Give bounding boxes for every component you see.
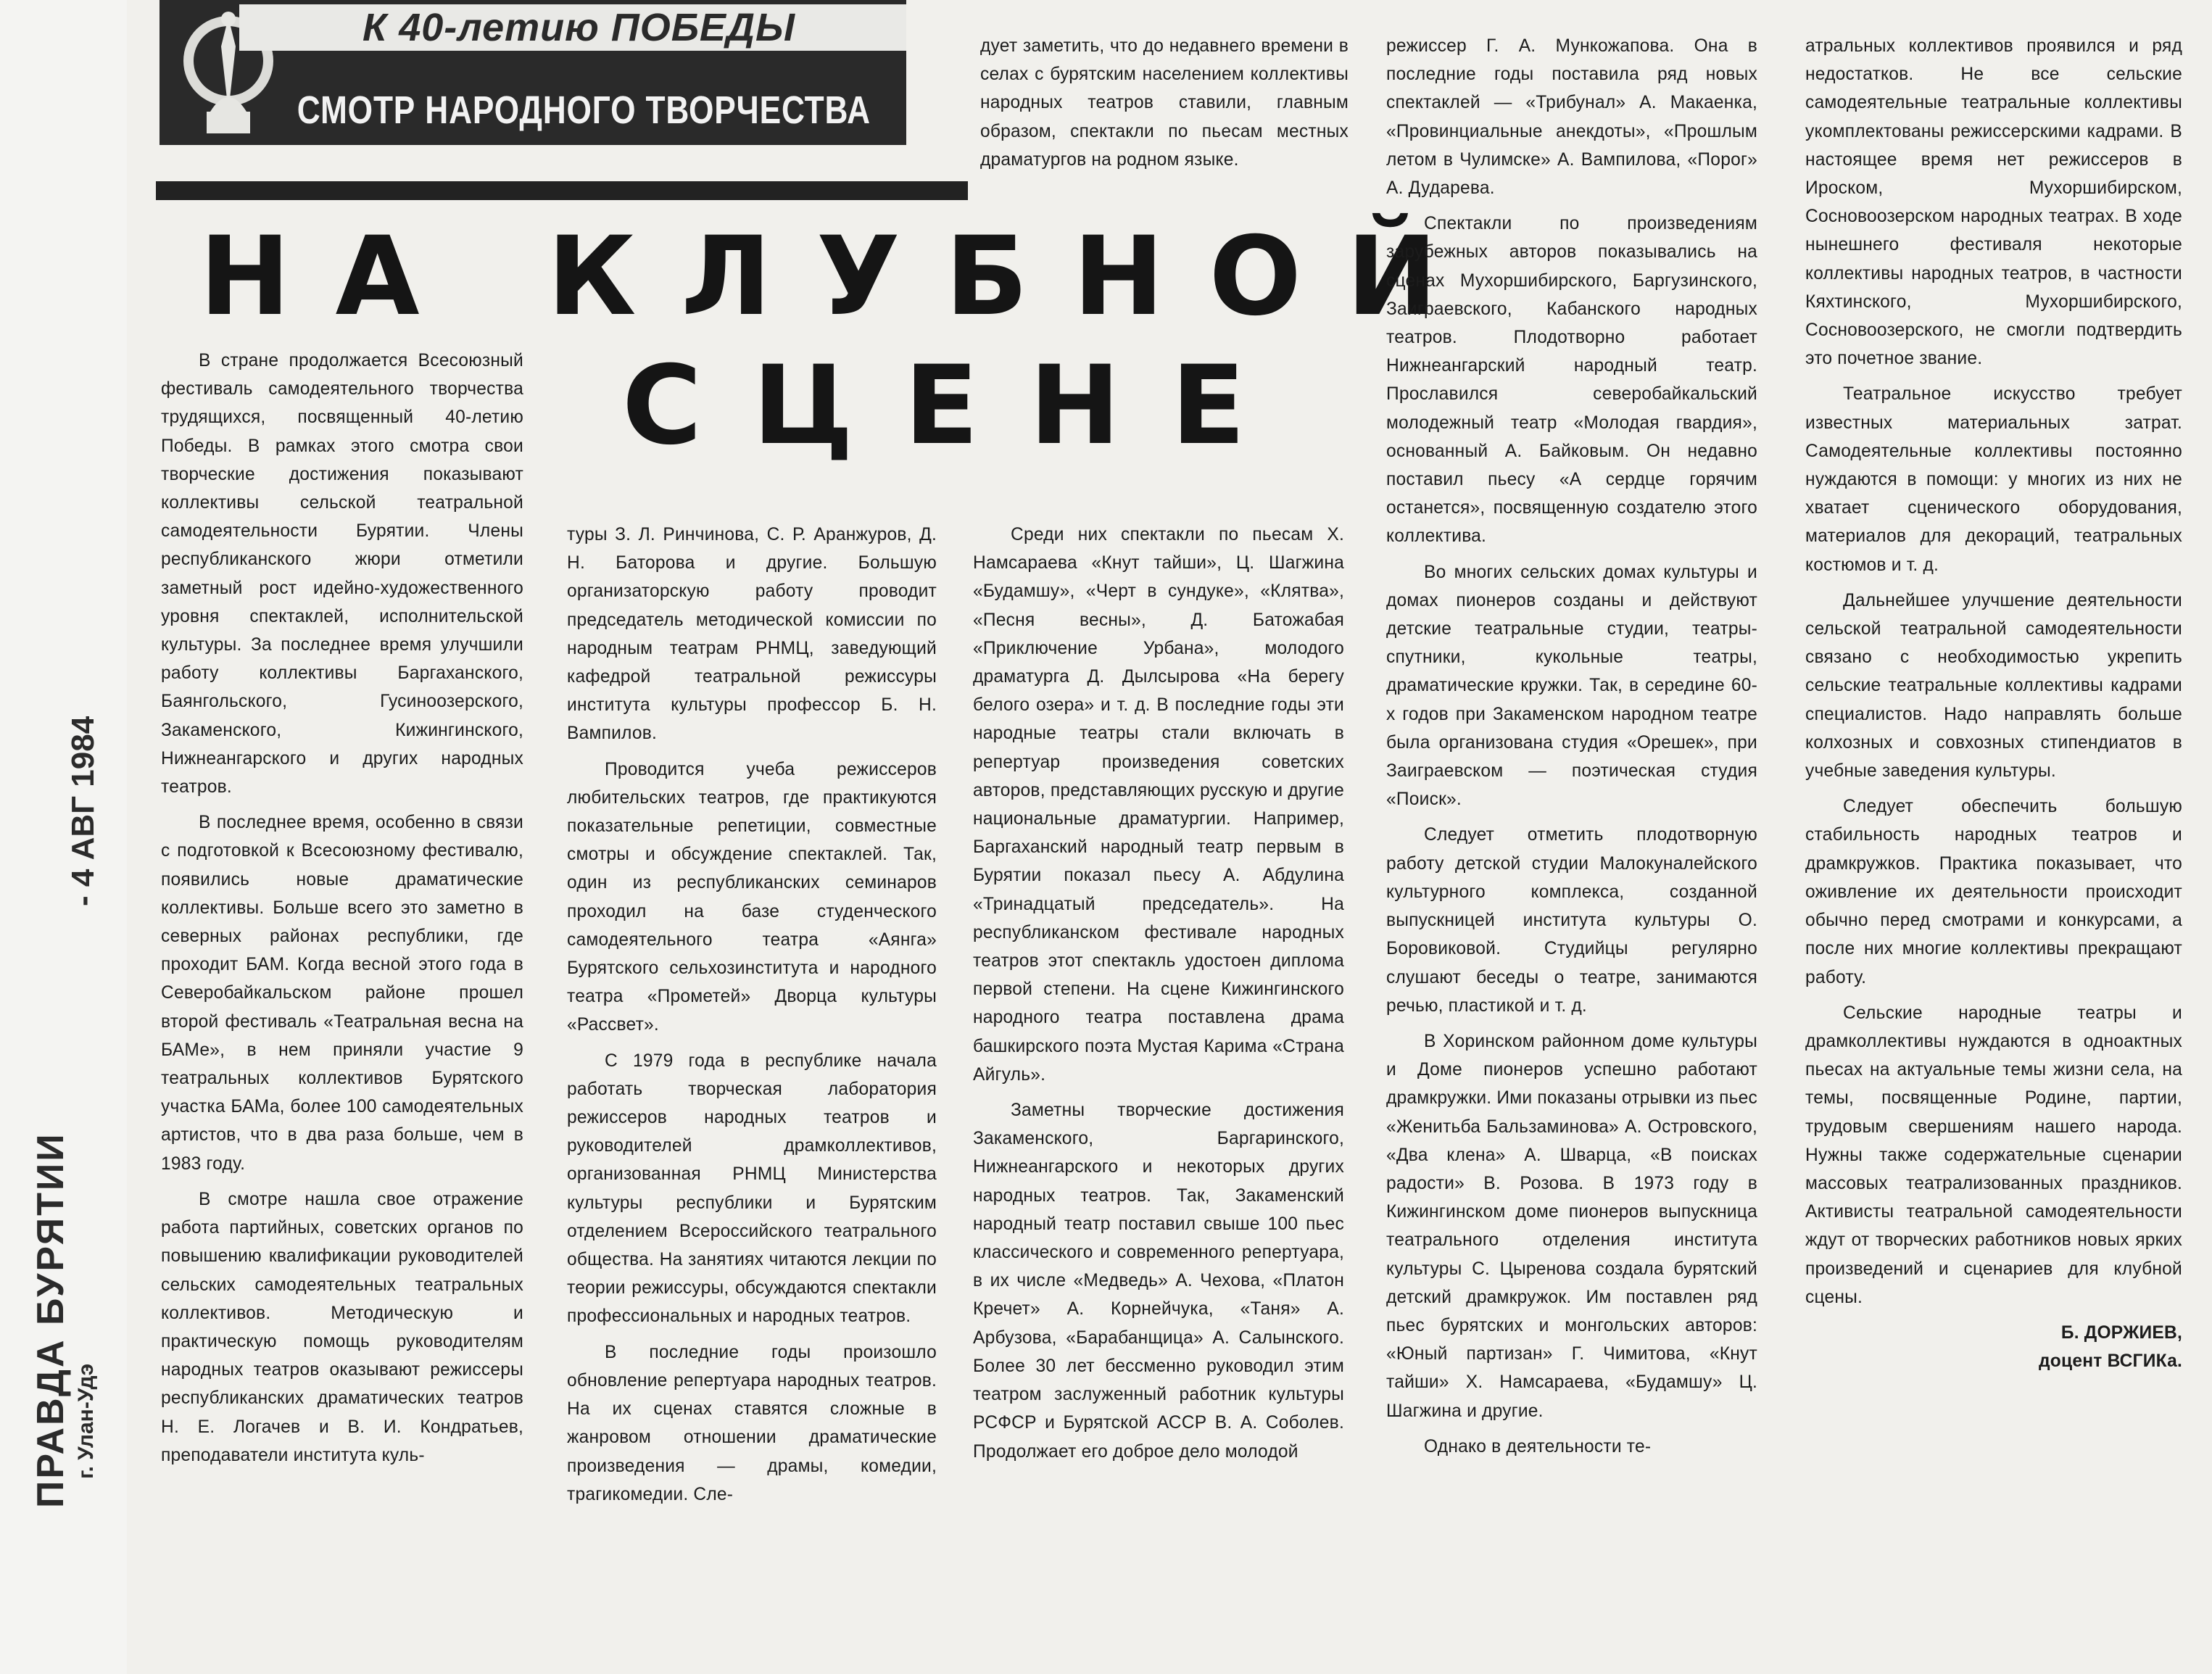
author-title: доцент ВСГИКа. — [2039, 1351, 2182, 1372]
paragraph: Следует обеспечить большую стабильность народных театров и драмкружков. Практика показывает, что оживление их деятельности происходит обычно перед смотрами и конкурсами, а после них многие коллективы прекращают работу. — [1805, 797, 2182, 987]
paragraph: Заметны творческие достижения Закаменского, Баргаринского, Нижнеангарского и некоторых других народных театров. Так, Закаменский народный театр поставил свыше 100 пьес классического и современного репертуара, в их числе «Медведь» А. Чехова, «Платон Кречет» А. Корнейчука, «Таня» А. Арбузова, «Барабанщица» А. Салынского. Более 30 лет бессменно руководил этим театром заслуженный работник культуры РСФСР и Бурятской АССР В. А. Соболев. Продолжает его доброе дело молодой — [973, 1101, 1344, 1462]
banner-anniversary-title: К 40-летию ПОБЕДЫ — [239, 4, 906, 51]
article-column-4 — [1386, 32, 1757, 1468]
banner-section-title: СМОТР НАРОДНОГО ТВОРЧЕСТВА — [297, 88, 871, 132]
paragraph: дует заметить, что до недавнего времени в селах с бурятским населением коллективы народных театров ставили, главным образом, спектакли по пьесам местных драматургов на родном языке. — [980, 36, 1349, 170]
paragraph: атральных коллективов проявился и ряд недостатков. Не все сельские самодеятельные театральные коллективы укомплектованы режиссерскими кадрами. В настоящее время нет режиссеров в Ироском, Мухоршибирском, Сосновоозерском народных театрах. В ходе нынешнего фестиваля некоторые коллективы народных театров, в частности Кяхтинского, Мухоршибирского, Сосновоозерского, не смогли подтвердить это почетное звание. — [1805, 36, 2182, 369]
paragraph: Следует отметить плодотворную работу детской студии Малокуналейского культурного комплекса, созданной выпускницей института культуры О. Боровиковой. Студийцы регулярно слушают беседы о театре, занимаются речью, пластикой и т. д. — [1386, 825, 1757, 1016]
paragraph: Среди них спектакли по пьесам Х. Намсараева «Кнут тайши», Ц. Шагжина «Будамшу», «Черт в сундуке», «Клятва», «Песня весны», Д. Батожабая «Приключение Урбана», молодого драматурга Д. Дылсырова «На берегу белого озера» и т. д. В последние годы эти народные театры стали включать в репертуар произведения советских авторов, представляющих русскую и другие национальные драматургии. Например, Баргаханский народный театр первым в Бурятии показал пьесу А. Абдулина «Тринадцатый председатель». На республиканском фестивале народных театров этот спектакль удостоен диплома первой степени. На сцене Кижингинского народного театра поставлена драма башкирского поэта Мустая Карима «Страна Айгуль». — [973, 525, 1344, 1085]
paragraph: В стране продолжается Всесоюзный фестиваль самодеятельного творчества трудящихся, посвященный 40-летию Победы. В рамках этого смотра свои творческие достижения показывают коллективы сельской театральной самодеятельности Бурятии. Члены республиканского жюри отметили заметный рост идейно-художественного уровня спектаклей, исполнительской культуры. За последнее время улучшили работу коллективы Баргаханского, Баянгольского, Гусиноозерского, Закаменского, Кижингинского, Нижнеангарского и других народных театров. — [161, 351, 523, 797]
article-column-top — [980, 32, 1349, 181]
headline-rule — [156, 181, 968, 200]
newspaper-masthead — [29, 1073, 109, 1508]
paragraph: Во многих сельских домах культуры и домах пионеров созданы и действуют детские театральные студии, театры-спутники, кукольные театры, драматические кружки. Так, в середине 60-х годов при Закаменском народном театре была организована студия «Орешек», при Заиграевском — поэтическая студия «Поиск». — [1386, 562, 1757, 810]
paragraph: Дальнейшее улучшение деятельности сельской театральной самодеятельности связано с необходимостью укрепить сельские театральные коллективы кадрами специалистов. Надо направлять больше колхозных и совхозных стипендиатов в учебные заведения культуры. — [1805, 590, 2182, 782]
paragraph: Спектакли по произведениям зарубежных авторов показывались на сценах Мухоршибирского, Баргузинского, Заиграевского, Кабанского народных театров. Плодотворно работает Нижнеангарский народный театр. Прославился северобайкальский молодежный театр «Молодая гвардия», основанный А. Байковым. Он недавно поставил пьесу «А сердце горячим останется», посвященную создателю этого коллектива. — [1386, 214, 1757, 547]
newspaper-name: ПРАВДА БУРЯТИИ — [30, 1132, 72, 1508]
date-stamp — [65, 689, 116, 906]
paragraph: В последнее время, особенно в связи с подготовкой к Всесоюзному фестивалю, появились новые драматические коллективы. Больше всего это заметно в северных районах республики, где проходит БАМ. Когда весной этого года в Северобайкальском районе прошел второй фестиваль «Театральная весна на БАМе», в нем приняли участие 9 театральных коллективов Бурятского участка БАМа, более 100 самодеятельных артистов, что в два раза больше, чем в 1983 году. — [161, 813, 523, 1174]
newspaper-city: г. Улан-Удэ — [74, 1363, 98, 1479]
paragraph: В Хоринском районном доме культуры и Доме пионеров успешно работают драмкружки. Ими показаны отрывки из пьес «Женитьба Бальзаминова» А. Островского, «Два клена» А. Шварца, «В поисках радости» В. Розова. В 1973 году в Кижингинском доме пионеров выпускница театрального отделения института культуры С. Цыренова создала бурятский детский драмкружок. Им поставлен ряд пьес бурятских и монгольских авторов: «Юный партизан» Г. Чимитова, «Кнут тайши» Х. Намсараева, «Будамшу» Ц. Шагжина и другие. — [1386, 1031, 1757, 1421]
paragraph: В смотре нашла свое отражение работа партийных, советских органов по повышению квалификации руководителей сельских самодеятельных театральных коллективов. Методическую и практическую помощь руководителям народных театров оказывают режиссеры республиканских драматических театров Н. Е. Логачев и В. И. Кондратьев, преподаватели института куль- — [161, 1189, 523, 1465]
paragraph: Театральное искусство требует известных материальных затрат. Самодеятельные коллективы постоянно нуждаются в помощи: у многих из них не хватает сценического оборудования, материалов для декораций, театральных костюмов и т. д. — [1805, 384, 2182, 575]
article-column-2 — [567, 521, 937, 1516]
headline-line-1: НА КЛУБНОЙ — [199, 214, 1483, 340]
headline-line-2: СЦЕНЕ — [622, 343, 1296, 469]
date-stamp-text: - 4 АВГ 1984 — [65, 716, 101, 906]
paragraph: режиссер Г. А. Мункожапова. Она в последние годы поставила ряд новых спектаклей — «Трибунал» А. Макаенка, «Провинциальные анекдоты», «Прошлым летом в Чулимске» А. Вампилова, «Порог» А. Дударева. — [1386, 36, 1757, 199]
paragraph: С 1979 года в республике начала работать творческая лаборатория режиссеров народных театров и руководителей драмколлективов, организованная РНМЦ Министерства культуры республики и Бурятским отделением Всероссийского театрального общества. На занятиях читаются лекции по теории режиссуры, обсуждаются спектакли профессиональных и народных театров. — [567, 1051, 937, 1327]
paragraph: туры З. Л. Ринчинова, С. Р. Аранжуров, Д. Н. Баторова и другие. Большую организаторскую работу проводит председатель методической комиссии по народным театрам РНМЦ, заведующий кафедрой театральной режиссуры института культуры профессор Б. Н. Вампилов. — [567, 525, 937, 744]
paragraph: Сельские народные театры и драмколлективы нуждаются в одноактных пьесах на актуальные темы жизни села, на темы, посвященные Родине, партии, трудовым свершениям нашего народа. Нужны также содержательные сценарии массовых театрализованных праздников. Активисты театральной самодеятельности ждут от творческих работников новых ярких произведений и сценариев для клубной сцены. — [1805, 1003, 2182, 1307]
article-column-5 — [1805, 32, 2182, 1375]
paragraph: Проводится учеба режиссеров любительских театров, где практикуются показательные репетиции, совместные смотры и обсуждение спектаклей. Так, один из республиканских семинаров проходил на базе студенческого самодеятельного театра «Аянга» Бурятского сельхозинститута и народного театра «Прометей» Дворца культуры «Рассвет». — [567, 759, 937, 1035]
article-column-1 — [161, 347, 523, 1477]
author-signature: Б. ДОРЖИЕВ, — [2060, 1322, 2182, 1343]
paragraph: Однако в деятельности те- — [1424, 1436, 1652, 1457]
article-column-3 — [973, 521, 1344, 1473]
paragraph: В последние годы произошло обновление репертуара народных театров. На их сценах ставятся сложные в жанровом отношении драматические произведения — драмы, комедии, трагикомедии. Сле- — [567, 1342, 937, 1504]
